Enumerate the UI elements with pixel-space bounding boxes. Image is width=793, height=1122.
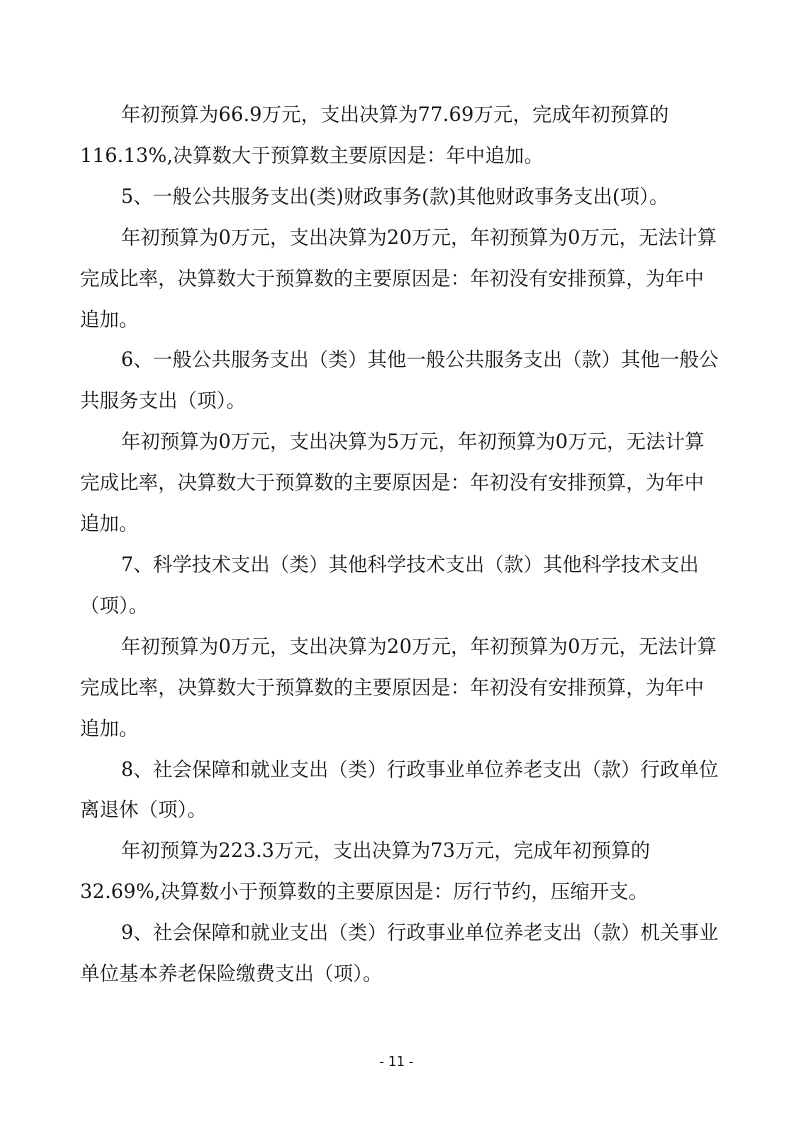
- paragraph-item-7-heading: 7、科学技术支出（类）其他科学技术支出（款）其他科学技术支出（项）。: [80, 552, 699, 617]
- paragraph-item-8-heading: 8、社会保障和就业支出（类）行政事业单位养老支出（款）行政单位离退休（项）。: [80, 757, 719, 822]
- paragraph-item-9-heading: 9、社会保障和就业支出（类）行政事业单位养老支出（款）机关事业单位基本养老保险缴费支出（项）。: [80, 921, 719, 986]
- document-body: [80, 95, 722, 995]
- paragraph-item-5-heading: 5、一般公共服务支出(类)财政事务(款)其他财政事务支出(项）。: [121, 184, 669, 208]
- paragraph-item-6-heading: 6、一般公共服务支出（类）其他一般公共服务支出（款）其他一般公共服务支出（项）。: [80, 348, 719, 413]
- paragraph-budget-item-4-detail: 年初预算为66.9万元，支出决算为77.69万元，完成年初预算的116.13%,决算数大于预算数主要原因是：年中追加。: [80, 103, 669, 167]
- paragraph-item-7-detail: 年初预算为0万元，支出决算为20万元，年初预算为0万元，无法计算完成比率，决算数大于预算数的主要原因是：年初没有安排预算，为年中追加。: [80, 634, 717, 740]
- paragraph-item-5-detail: 年初预算为0万元，支出决算为20万元，年初预算为0万元，无法计算完成比率，决算数大于预算数的主要原因是：年初没有安排预算，为年中追加。: [80, 225, 717, 331]
- paragraph-item-8-detail: 年初预算为223.3万元，支出决算为73万元，完成年初预算的32.69%,决算数小于预算数的主要原因是：厉行节约，压缩开支。: [80, 839, 651, 904]
- page-number: - 11 -: [379, 1055, 414, 1070]
- paragraph-item-6-detail: 年初预算为0万元，支出决算为5万元，年初预算为0万元，无法计算完成比率，决算数大于预算数的主要原因是：年初没有安排预算，为年中追加。: [80, 430, 705, 536]
